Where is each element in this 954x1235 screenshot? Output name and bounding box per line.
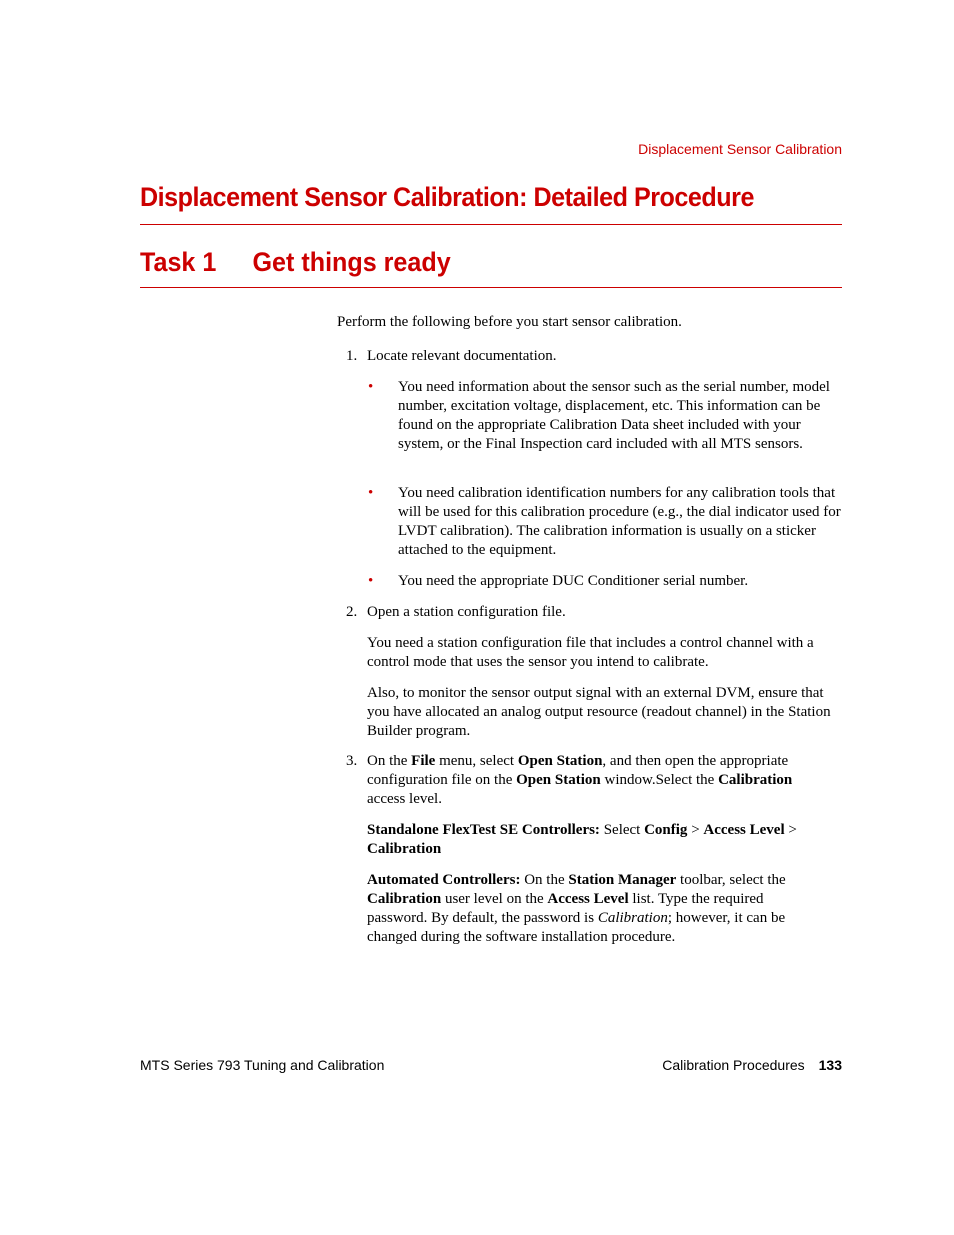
step-2-text: Open a station configuration file. [367,604,566,620]
title-rule [140,224,842,225]
window-open-station: Open Station [516,772,601,788]
menu-open-station: Open Station [517,753,603,769]
task-rule [140,287,842,288]
automated-paragraph: Automated Controllers: On the Station Manager toolbar, select the Calibration user level on the Access Level list. Type the required password. By default, the password is Calibration; however, it can be changed during the software installation procedure. [367,872,786,945]
step-1-bullet-3: You need the appropriate DUC Conditioner serial number. [398,573,749,589]
bullet-icon: • [368,573,374,589]
step-3-number: 3. [346,753,358,769]
task-number: Task 1 [140,247,217,277]
standalone-paragraph: Standalone FlexTest SE Controllers: Select Config > Access Level > Calibration [367,822,797,857]
intro-paragraph: Perform the following before you start sensor calibration. [337,314,682,330]
menu-file: File [411,753,436,769]
task-title: Get things ready [252,247,451,277]
step-1-number: 1. [346,348,358,364]
step-1-bullet-2: You need calibration identification numbers for any calibration tools that will be used for this calibration procedure (e.g., the dial indicator used for LVDT calibration). The calibration information is usually on a sticker attached to the equipment. [398,485,841,558]
step-1-text: Locate relevant documentation. [367,348,557,364]
task-heading [140,247,451,278]
step-2-paragraph-2: Also, to monitor the sensor output signal with an external DVM, ensure that you have allocated an analog output resource (readout channel) in the Station Builder program. [367,685,831,739]
step-1-bullet-1: You need information about the sensor such as the serial number, model number, excitation voltage, displacement, etc. This information can be found on the appropriate Calibration Data sheet included with your system, or the Final Inspection card included with all MTS sensors. [398,379,830,452]
bullet-icon: • [368,485,374,501]
footer-right [662,1057,842,1073]
step-2-paragraph-1: You need a station configuration file that includes a control channel with a control mode that uses the sensor you intend to calibrate. [367,635,814,670]
access-level-calibration: Calibration [718,772,793,788]
step-2-number: 2. [346,604,358,620]
footer-section: Calibration Procedures [662,1057,805,1073]
step-3-text: On the File menu, select Open Station, and then open the appropriate configuration file on the Open Station window.Select the Calibration access level. [367,753,793,807]
page-title: Displacement Sensor Calibration: Detailed Procedure [140,182,754,212]
footer-left: MTS Series 793 Tuning and Calibration [140,1057,385,1073]
running-head: Displacement Sensor Calibration [638,141,842,157]
page-number: 133 [818,1057,842,1073]
bullet-icon: • [368,379,374,395]
